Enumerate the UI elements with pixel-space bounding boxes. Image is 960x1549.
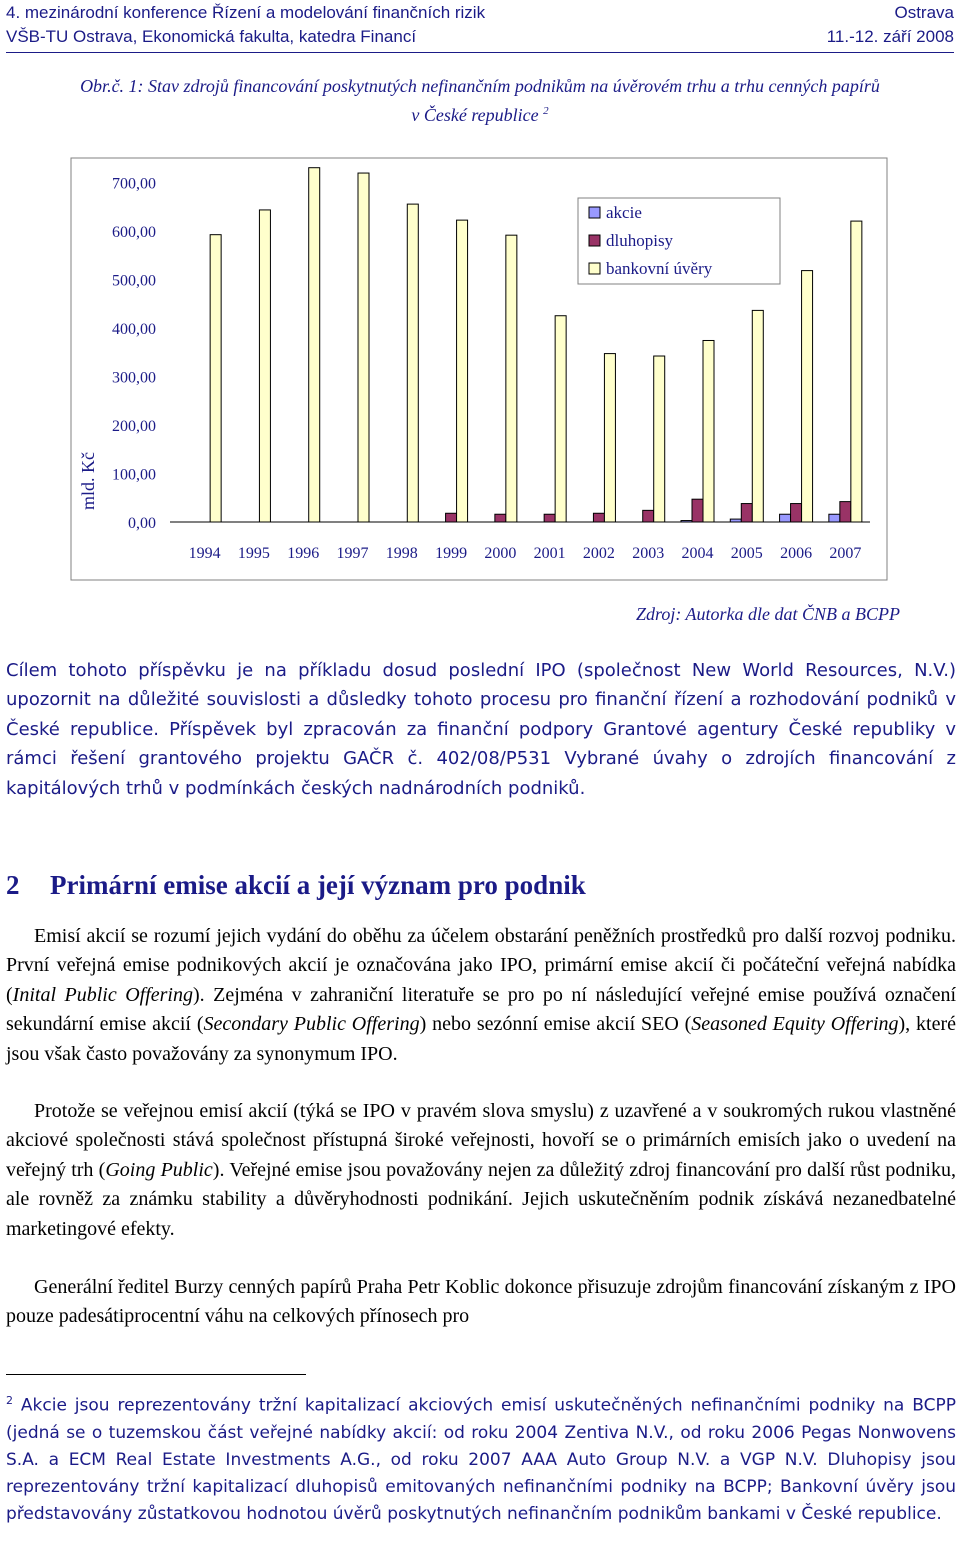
paragraph-2 [6, 922, 956, 1069]
bar-bankovní-úvěry-1999 [457, 220, 468, 522]
bar-bankovní-úvěry-1997 [358, 173, 369, 522]
bar-dluhopisy-2000 [495, 514, 506, 522]
bar-bankovní-úvěry-1998 [407, 204, 418, 522]
funding-chart [0, 150, 900, 590]
bar-dluhopisy-2006 [791, 504, 802, 522]
conference-city: Ostrava [894, 3, 954, 22]
bar-bankovní-úvěry-1994 [210, 235, 221, 522]
x-tick-label: 2005 [730, 545, 763, 562]
bar-bankovní-úvěry-2005 [752, 310, 763, 522]
conference-date: 11.-12. září 2008 [826, 27, 954, 46]
bar-dluhopisy-1999 [446, 513, 457, 522]
bar-dluhopisy-2003 [643, 510, 654, 522]
bar-bankovní-úvěry-2007 [851, 221, 862, 522]
bar-bankovní-úvěry-1996 [309, 168, 320, 522]
x-tick-label: 2003 [632, 545, 665, 562]
x-tick-label: 2002 [582, 545, 615, 562]
section-title: Primární emise akcií a její význam pro podnik [50, 870, 586, 900]
x-tick-label: 1997 [336, 545, 369, 562]
x-tick-label: 1995 [237, 545, 270, 562]
y-tick-label: 100,00 [112, 466, 156, 484]
italic-term: Seasoned Equity Offering [691, 1013, 899, 1036]
x-tick-label: 1999 [435, 545, 468, 562]
legend-label: akcie [606, 203, 642, 222]
y-tick-label: 200,00 [112, 417, 156, 435]
y-tick-label: 300,00 [112, 369, 156, 387]
section-heading [6, 870, 586, 901]
y-tick-label: 500,00 [112, 272, 156, 290]
x-tick-label: 2007 [829, 545, 862, 562]
bar-dluhopisy-2007 [840, 502, 851, 522]
figure-source: Zdroj: Autorka dle dat ČNB a BCPP [636, 604, 900, 624]
bar-bankovní-úvěry-1995 [259, 210, 270, 522]
text-run: ). Zejména v zahraniční literatuře se pro po ní následující veřejné emise používá označení sekundární emise akcií ( [6, 983, 956, 1036]
italic-term: Secondary Public Offering [203, 1013, 420, 1036]
x-tick-label: 1998 [385, 545, 418, 562]
text-run: ). Veřejné emise jsou považovány nejen za důležitý zdroj financování pro další růst podniku, ale rovněž za známku stability a důvěryhodnosti podnikání. Jejich uskutečněním podnik získává nezanedbatelné marketingové efekty. [6, 1158, 956, 1240]
legend [578, 198, 780, 284]
conference-title: 4. mezinárodní konference Řízení a modelování finančních rizik [6, 3, 486, 22]
footnote-ref: 2 [543, 105, 549, 117]
bar-bankovní-úvěry-2004 [703, 340, 714, 522]
paragraph-intro: Cílem tohoto příspěvku je na příkladu dosud poslední IPO (společnost New World Resources, N.V.) upozornit na důležité souvislosti a důsledky tohoto procesu pro finanční řízení a rozhodování podniků v České republice. Příspěvek byl zpracován za finanční podpory Grantové agentury České republiky v rámci řešení grantového projektu GAČR č. 402/08/P531 Vybrané úvahy o zdrojích financování z kapitálových trhů v podmínkách českých nadnárodních podniků. [6, 660, 956, 799]
bar-bankovní-úvěry-2003 [654, 356, 665, 522]
text-run: ) nebo sezónní emise akcií SEO ( [419, 1013, 692, 1036]
legend-label: dluhopisy [606, 231, 674, 250]
bar-dluhopisy-2004 [692, 499, 703, 522]
italic-term: Going Public [105, 1158, 213, 1181]
footnote-text: Akcie jsou reprezentovány tržní kapitalizací akciových emisí uskutečněných nefinančními podniky na BCPP (jedná se o tuzemskou část veřejné nabídky akcií: od roku 2004 Zentiva N.V., od roku 2006 Pegas Nonwovens S.A. a ECM Real Estate Investments A.G., od roku 2007 AAA Auto Group N.V. a VGP N.V. Dluhopisy jsou reprezentovány tržní kapitalizací dluhopisů emitovaných nefinančními podniky na BCPP; Bankovní úvěry jsou představovány zůstatkovou hodnotou úvěrů poskytnutých nefinančním podnikům bankami v České republice. [6, 1395, 956, 1524]
x-tick-label: 2004 [681, 545, 714, 562]
paragraph-3 [6, 1097, 956, 1244]
legend-swatch-bankovní-úvěry [589, 263, 600, 274]
header-line-1 [6, 3, 954, 23]
header-line-2 [6, 27, 954, 47]
bar-bankovní-úvěry-2002 [604, 354, 615, 522]
figure-caption-line-2 [6, 99, 954, 128]
bar-akcie-2006 [780, 514, 791, 522]
x-tick-label: 2006 [780, 545, 813, 562]
bar-dluhopisy-2002 [593, 513, 604, 522]
x-tick-label: 2001 [533, 545, 566, 562]
footnote [6, 1387, 956, 1528]
figure-caption [6, 74, 954, 128]
y-axis-label: mld. Kč [78, 452, 98, 510]
text-run: ), které jsou však často považovány za synonymum IPO. [6, 1013, 956, 1065]
y-tick-label: 700,00 [112, 175, 156, 193]
bar-dluhopisy-2005 [741, 504, 752, 522]
bar-dluhopisy-2001 [544, 514, 555, 522]
y-tick-label: 0,00 [128, 515, 156, 532]
y-tick-label: 400,00 [112, 320, 156, 338]
x-tick-label: 1996 [287, 545, 320, 562]
section-number: 2 [6, 870, 20, 900]
y-tick-label: 600,00 [112, 223, 156, 241]
italic-term: Inital Public Offering [12, 983, 193, 1006]
text-run: Emisí akcií se rozumí jejich vydání do oběhu za účelem obstarání peněžních prostředků pro další rozvoj podniku. První veřejná emise podnikových akcií je označována jako IPO, primární emise akcií či počáteční veřejná nabídka ( [6, 925, 956, 1006]
text-run: Protože se veřejnou emisí akcií (týká se IPO v pravém slova smyslu) z uzavřené a v soukromých rukou vlastněné akciové společnosti stává společnost přístupná široké veřejnosti, hovoří se o primárních emisích jako o uvedení na veřejný trh ( [6, 1100, 956, 1181]
header-divider [6, 52, 954, 53]
x-tick-label: 2000 [484, 545, 517, 562]
footnote-divider [6, 1374, 306, 1375]
x-tick-label: 1994 [188, 545, 221, 562]
paragraph-4: Generální ředitel Burzy cenných papírů Praha Petr Koblic dokonce přisuzuje zdrojům financování získaným z IPO pouze padesátiprocentní váhu na celkových přínosech pro [6, 1276, 956, 1328]
bar-bankovní-úvěry-2001 [555, 316, 566, 522]
bar-bankovní-úvěry-2006 [802, 271, 813, 522]
legend-swatch-dluhopisy [589, 235, 600, 246]
conference-organizer: VŠB-TU Ostrava, Ekonomická fakulta, katedra Financí [6, 27, 417, 46]
legend-swatch-akcie [589, 207, 600, 218]
bar-bankovní-úvěry-2000 [506, 235, 517, 522]
figure-caption-text: v České republice [411, 105, 539, 125]
legend-label: bankovní úvěry [606, 259, 713, 278]
figure-caption-line-1: Obr.č. 1: Stav zdrojů financování poskytnutých nefinančním podnikům na úvěrovém trhu a trhu cenných papírů [80, 76, 880, 96]
bar-akcie-2007 [829, 514, 840, 522]
footnote-mark: 2 [6, 1394, 13, 1407]
